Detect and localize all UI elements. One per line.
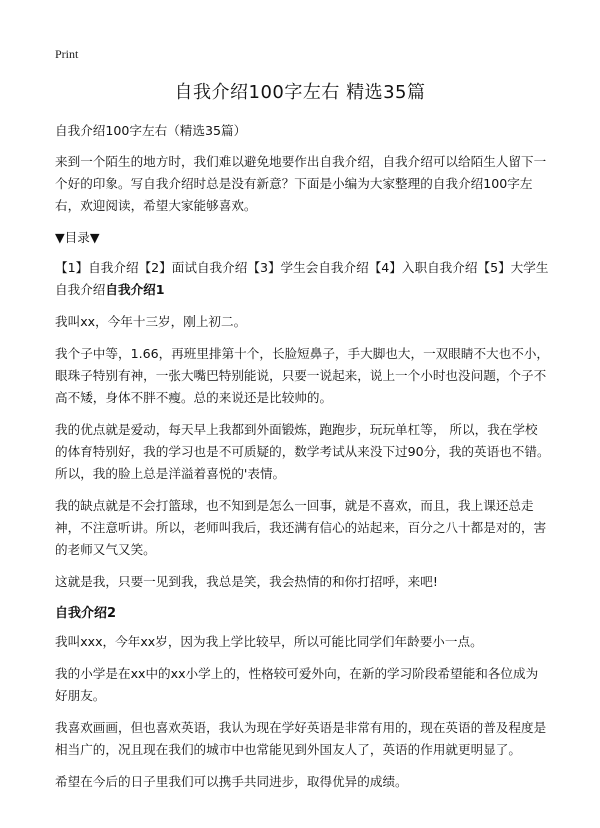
toc-link-4[interactable]: 【4】入职自我介绍 [368,260,478,275]
toc-heading: ▼目录▼ [55,230,100,245]
section-heading-2: 自我介绍2 [55,606,117,621]
section-heading-1: 自我介绍1 [105,282,165,297]
toc-link-2[interactable]: 【2】面试自我介绍 [138,260,248,275]
document-subtitle: 自我介绍100字左右（精选35篇） [55,123,247,138]
document-body [55,120,550,803]
table-of-contents [55,257,550,301]
section-1-paragraph-5: 这就是我，只要一见到我，我总是笑，我会热情的和你打招呼，来吧! [55,574,438,589]
section-1-paragraph-2: 我个子中等，1.66，再班里排第十个，长脸短鼻子，手大脚也大，一双眼睛不大也不小，眼珠子特别有神，一张大嘴巴特别能说，只要一说起来，说上一个小时也没问题，个子不高不矮，身体不胖不瘦。总的来说还是比较帅的。 [55,346,550,405]
section-2-paragraph-1: 我叫xxx，今年xx岁，因为我上学比较早，所以可能比同学们年龄要小一点。 [55,634,483,649]
toc-link-1[interactable]: 【1】自我介绍 [55,260,139,275]
print-label[interactable]: Print [55,47,79,61]
intro-paragraph: 来到一个陌生的地方时，我们难以避免地要作出自我介绍，自我介绍可以给陌生人留下一个好的印象。写自我介绍时总是没有新意？下面是小编为大家整理的自我介绍100字左右，欢迎阅读，希望大家能够喜欢。 [55,154,547,213]
document-title: 自我介绍100字左右 精选35篇 [174,82,426,103]
section-2-paragraph-2: 我的小学是在xx中的xx小学上的，性格较可爱外向，在新的学习阶段希望能和各位成为好朋友。 [55,666,539,703]
section-1-paragraph-4: 我的缺点就是不会打篮球，也不知到是怎么一回事，就是不喜欢，而且，我上课还总走神，不注意听讲。所以，老师叫我后，我还满有信心的站起来，百分之八十都是对的，害的老师又气又笑。 [55,498,547,557]
section-1-paragraph-1: 我叫xx，今年十三岁，刚上初二。 [55,314,247,329]
section-2-paragraph-4: 希望在今后的日子里我们可以携手共同进步，取得优异的成绩。 [55,774,408,789]
toc-link-3[interactable]: 【3】学生会自我介绍 [247,260,369,275]
section-2-paragraph-3: 我喜欢画画，但也喜欢英语，我认为现在学好英语是非常有用的，现在英语的普及程度是相当广的，况且现在我们的城市中也常能见到外国友人了，英语的作用就更明显了。 [55,720,547,757]
toc-link-5[interactable]: 【5】大学生自我介绍 [55,260,549,297]
section-1-paragraph-3: 我的优点就是爱动，每天早上我都到外面锻炼，跑跑步，玩玩单杠等， 所以，我在学校的体育特别好，我的学习也是不可质疑的，数学考试从来没下过90分，我的英语也不错。所以，我的脸上总是洋溢着喜悦的'表情。 [55,422,550,481]
